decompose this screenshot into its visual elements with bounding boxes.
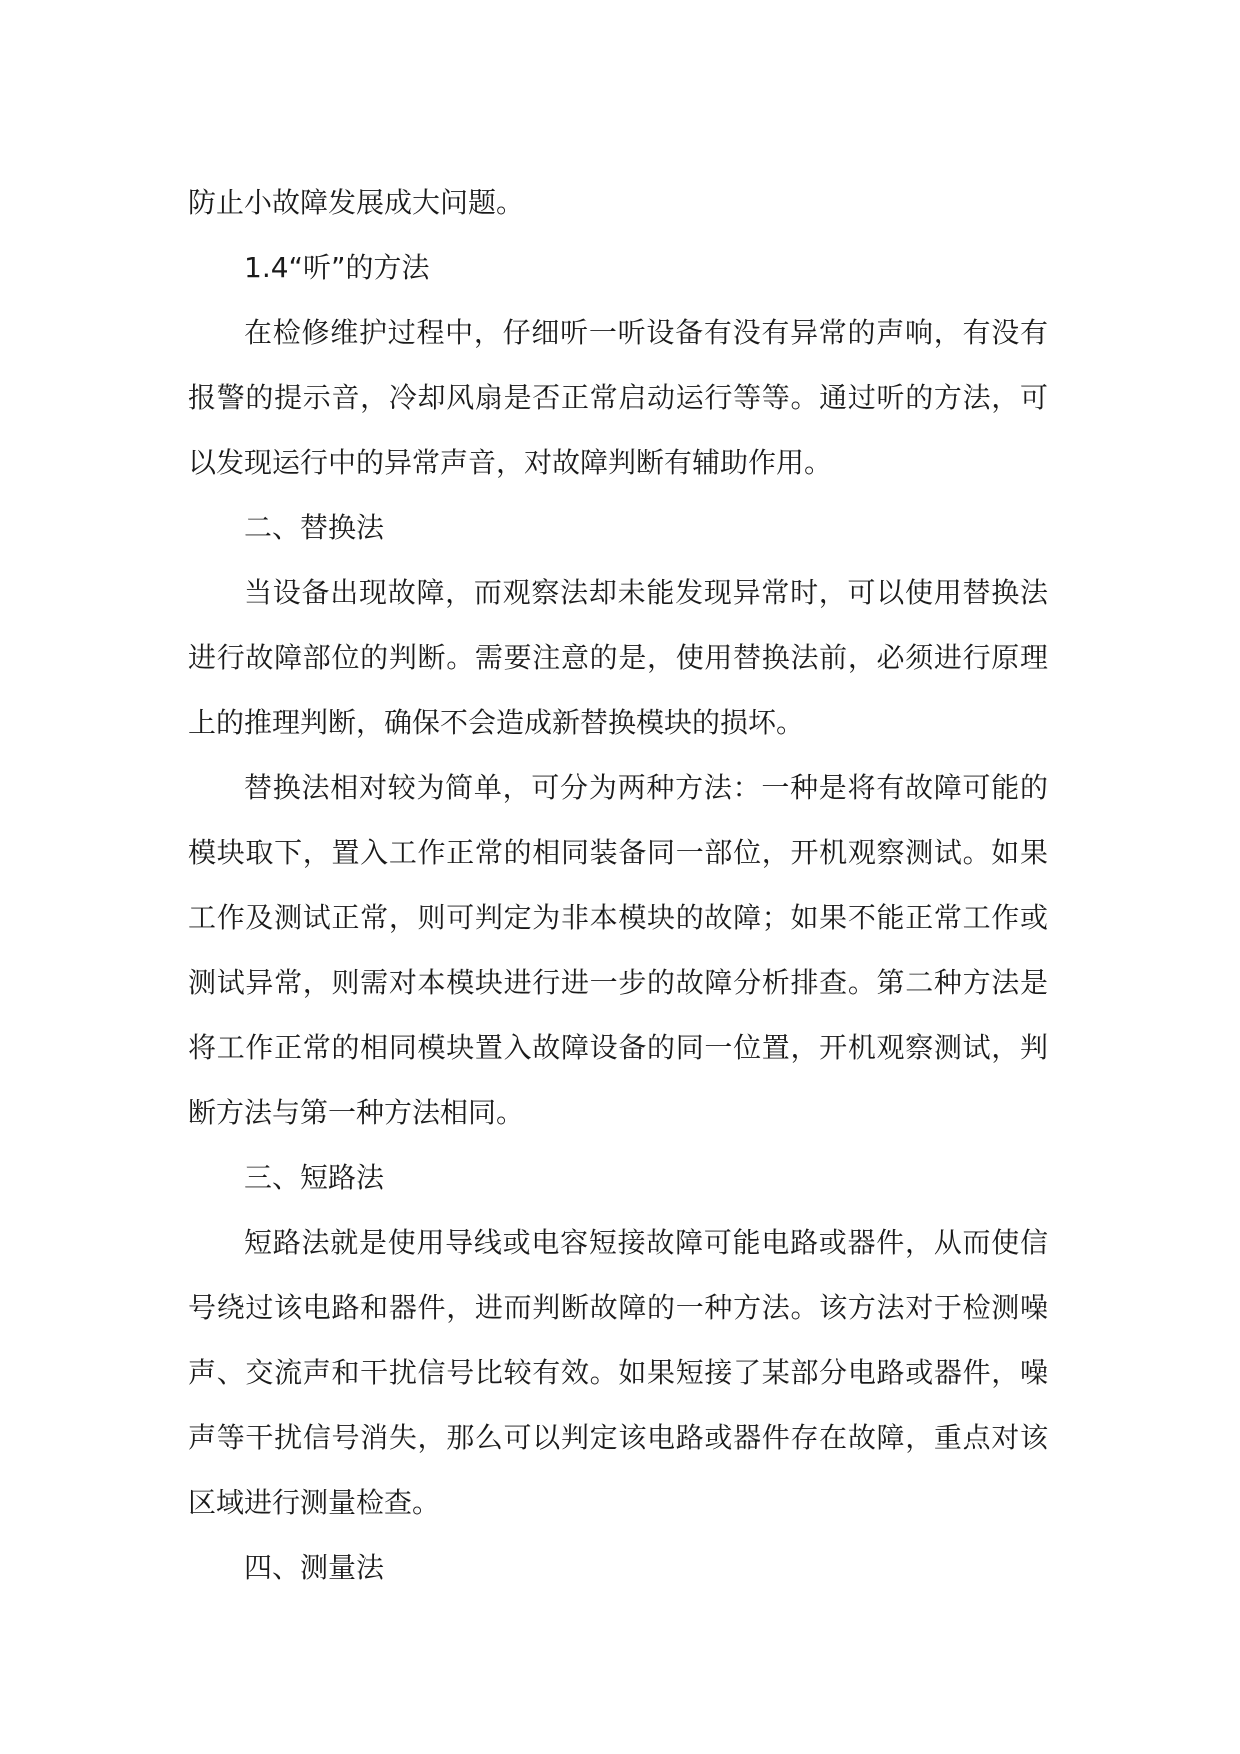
section-heading-short-circuit-method: 三、短路法 [244, 1161, 385, 1194]
section-heading-measurement-method: 四、测量法 [244, 1551, 385, 1584]
paragraph-continuation: 防止小故障发展成大问题。 [188, 186, 525, 219]
paragraph-replacement-details: 替换法相对较为简单，可分为两种方法：一种是将有故障可能的模块取下，置入工作正常的相同装备同一部位，开机观察测试。如果工作及测试正常，则可判定为非本模块的故障；如果不能正常工作或测试异常，则需对本模块进行进一步的故障分析排查。第二种方法是将工作正常的相同模块置入故障设备的同一位置，开机观察测试，判断方法与第一种方法相同。 [188, 771, 1048, 1129]
paragraph-replacement-intro: 当设备出现故障，而观察法却未能发现异常时，可以使用替换法进行故障部位的判断。需要注意的是，使用替换法前，必须进行原理上的推理判断，确保不会造成新替换模块的损坏。 [188, 576, 1048, 739]
section-heading-replacement-method: 二、替换法 [244, 511, 385, 544]
document-body [188, 170, 1048, 1600]
paragraph-listen-method: 在检修维护过程中，仔细听一听设备有没有异常的声响，有没有报警的提示音，冷却风扇是否正常启动运行等等。通过听的方法，可以发现运行中的异常声音，对故障判断有辅助作用。 [188, 316, 1048, 479]
section-heading-listen-method: 1.4“听”的方法 [244, 251, 430, 284]
paragraph-short-circuit-method: 短路法就是使用导线或电容短接故障可能电路或器件，从而使信号绕过该电路和器件，进而判断故障的一种方法。该方法对于检测噪声、交流声和干扰信号比较有效。如果短接了某部分电路或器件，噪声等干扰信号消失，那么可以判定该电路或器件存在故障，重点对该区域进行测量检查。 [188, 1226, 1048, 1519]
